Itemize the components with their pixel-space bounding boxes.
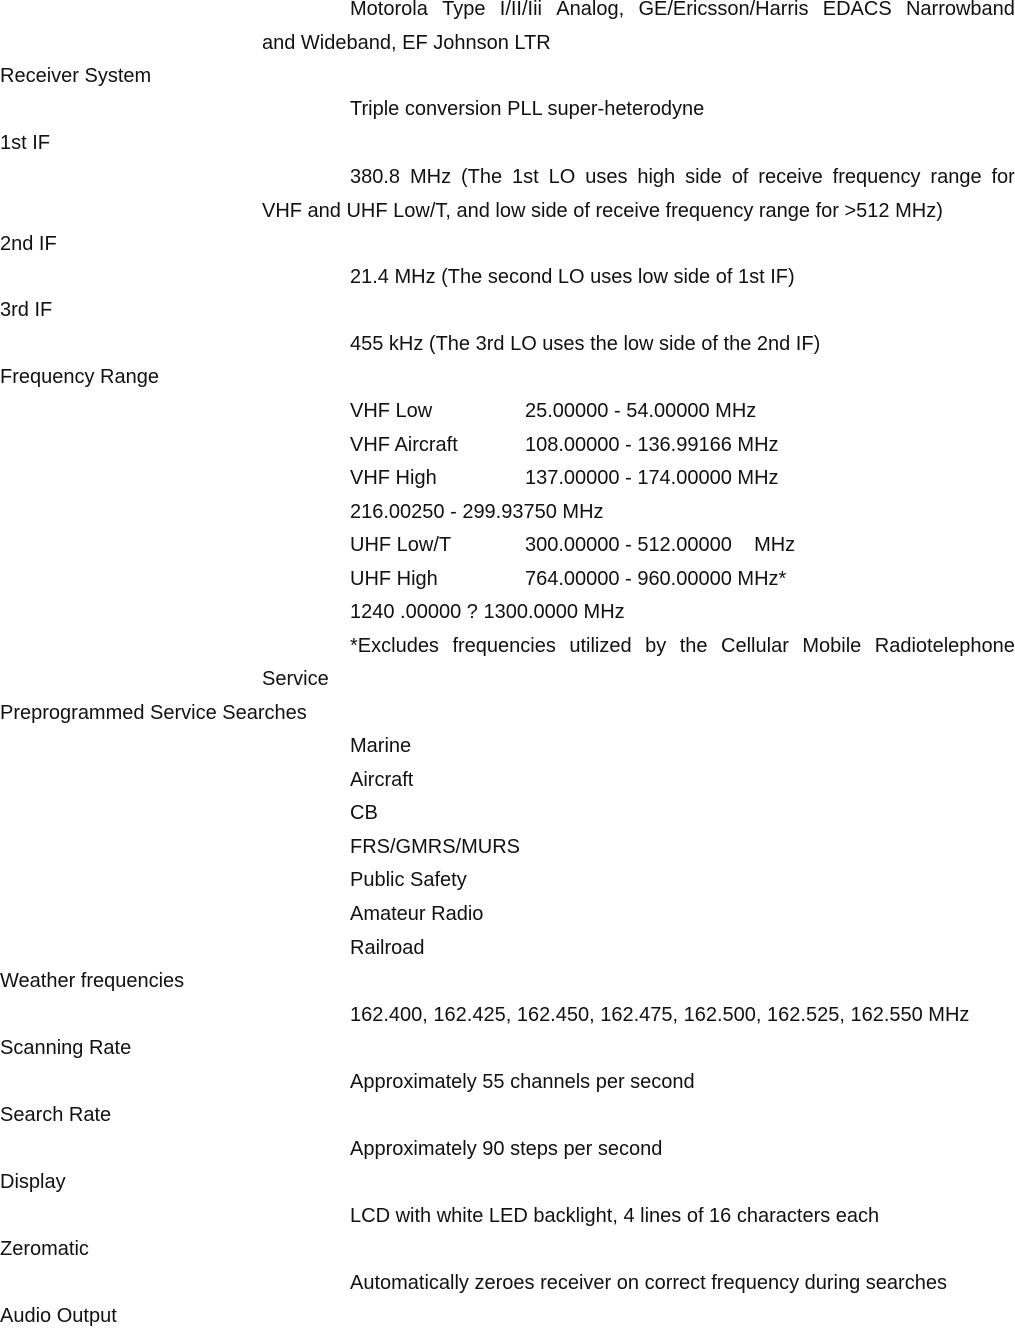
spec-value-display: LCD with white LED backlight, 4 lines of 16 characters each xyxy=(350,1205,880,1227)
spec-value-zeromatic: Automatically zeroes receiver on correct frequency during searches xyxy=(350,1272,947,1294)
band-range-extra: 216.00250 - 299.93750 MHz xyxy=(350,501,604,523)
band-label: VHF Aircraft xyxy=(350,434,458,456)
spec-value-search-rate: Approximately 90 steps per second xyxy=(350,1138,663,1160)
band-range: 300.00000 - 512.00000 MHz xyxy=(525,534,796,556)
band-range: 108.00000 - 136.99166 MHz xyxy=(525,434,779,456)
band-range: 25.00000 - 54.00000 MHz xyxy=(525,400,757,422)
spec-term-search-rate: Search Rate xyxy=(0,1104,112,1126)
spec-term-2nd-if: 2nd IF xyxy=(0,233,57,255)
intro-line-2: and Wideband, EF Johnson LTR xyxy=(262,32,551,54)
service-search-item: Public Safety xyxy=(350,869,467,891)
intro-line-1: Motorola Type I/II/Iii Analog, GE/Ericsson/Harris EDACS Narrowband xyxy=(350,0,1015,20)
band-range-extra: 1240 .00000 ? 1300.0000 MHz xyxy=(350,601,625,623)
spec-value-weather-frequencies: 162.400, 162.425, 162.450, 162.475, 162.500, 162.525, 162.550 MHz xyxy=(350,1004,970,1026)
spec-term-preprogrammed-searches: Preprogrammed Service Searches xyxy=(0,702,307,724)
band-label: VHF High xyxy=(350,467,437,489)
spec-value-3rd-if: 455 kHz (The 3rd LO uses the low side of the 2nd IF) xyxy=(350,333,821,355)
band-label: UHF Low/T xyxy=(350,534,452,556)
spec-term-frequency-range: Frequency Range xyxy=(0,366,159,388)
service-search-item: FRS/GMRS/MURS xyxy=(350,836,520,858)
frequency-note-line-1: *Excludes frequencies utilized by the Cellular Mobile Radiotelephone xyxy=(350,635,1015,657)
spec-term-receiver-system: Receiver System xyxy=(0,65,152,87)
band-range: 764.00000 - 960.00000 MHz* xyxy=(525,568,787,590)
spec-term-scanning-rate: Scanning Rate xyxy=(0,1037,132,1059)
spec-value-1st-if-line-2: VHF and UHF Low/T, and low side of receive frequency range for >512 MHz) xyxy=(262,200,943,222)
spec-term-1st-if: 1st IF xyxy=(0,132,51,154)
band-label: UHF High xyxy=(350,568,438,590)
spec-term-3rd-if: 3rd IF xyxy=(0,299,53,321)
service-search-item: Marine xyxy=(350,735,412,757)
band-range: 137.00000 - 174.00000 MHz xyxy=(525,467,779,489)
band-label: VHF Low xyxy=(350,400,433,422)
service-search-item: Railroad xyxy=(350,937,425,959)
spec-term-audio-output: Audio Output xyxy=(0,1305,117,1327)
spec-term-display: Display xyxy=(0,1171,66,1193)
service-search-item: Amateur Radio xyxy=(350,903,484,925)
spec-term-zeromatic: Zeromatic xyxy=(0,1238,89,1260)
frequency-note-line-2: Service xyxy=(262,668,329,690)
service-search-item: CB xyxy=(350,802,378,824)
spec-value-1st-if-line-1: 380.8 MHz (The 1st LO uses high side of receive frequency range for xyxy=(350,166,1015,188)
spec-value-scanning-rate: Approximately 55 channels per second xyxy=(350,1071,695,1093)
service-search-item: Aircraft xyxy=(350,769,414,791)
spec-term-weather-frequencies: Weather frequencies xyxy=(0,970,185,992)
spec-value-receiver-system: Triple conversion PLL super-heterodyne xyxy=(350,98,705,120)
spec-value-2nd-if: 21.4 MHz (The second LO uses low side of 1st IF) xyxy=(350,266,795,288)
